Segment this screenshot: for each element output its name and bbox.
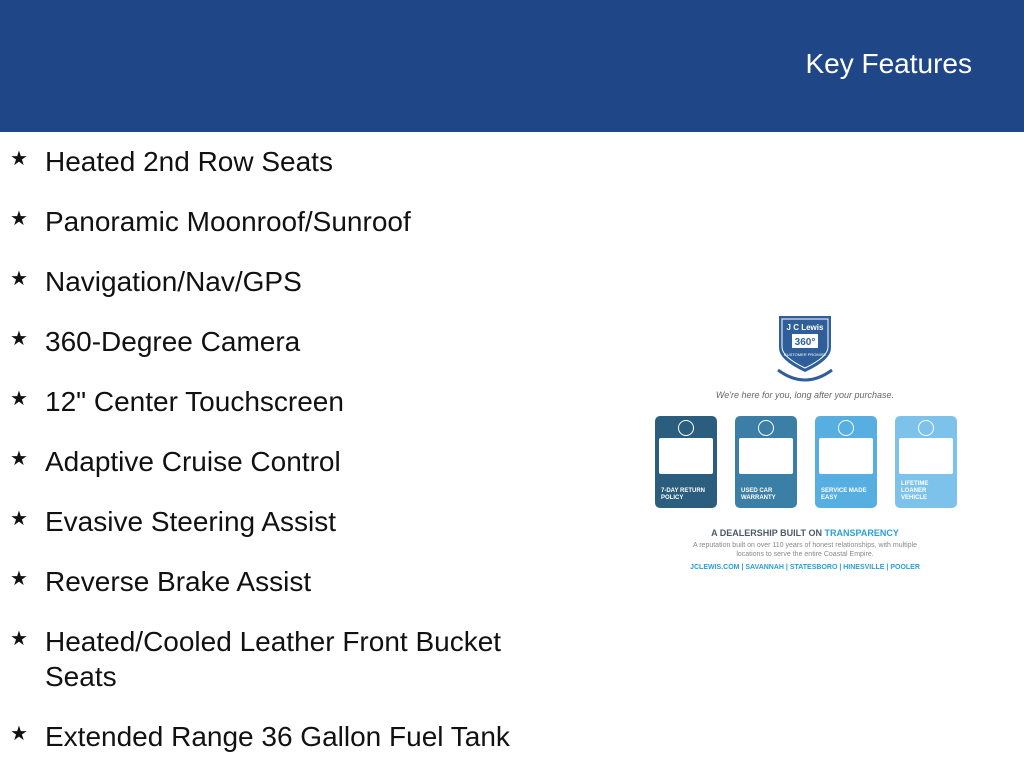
feature-item [10, 384, 570, 419]
card-text-block [659, 438, 713, 474]
built-prefix: A DEALERSHIP BUILT ON [711, 528, 822, 538]
star-bullet-icon: ★ [10, 148, 28, 170]
promo-card [895, 416, 957, 508]
feature-text: 360-Degree Camera [45, 326, 301, 357]
card-badge-icon [678, 420, 694, 436]
feature-text: Heated 2nd Row Seats [45, 146, 333, 177]
card-caption: LIFETIME LOANER VEHICLE [901, 481, 929, 501]
feature-list [10, 144, 570, 779]
star-bullet-icon: ★ [10, 508, 28, 530]
feature-item [10, 324, 570, 359]
card-caption: SERVICE MADE EASY [821, 488, 867, 501]
feature-text: Navigation/Nav/GPS [45, 266, 302, 297]
star-bullet-icon: ★ [10, 208, 28, 230]
feature-item [10, 444, 570, 479]
feature-item [10, 264, 570, 299]
star-bullet-icon: ★ [10, 568, 28, 590]
card-badge-icon [838, 420, 854, 436]
promo-locations: JCLEWIS.COM | SAVANNAH | STATESBORO | HINESVILLE | POOLER [690, 564, 920, 571]
card-text-block [899, 438, 953, 474]
dealer-logo [645, 310, 965, 390]
star-bullet-icon: ★ [10, 328, 28, 350]
feature-text: Adaptive Cruise Control [45, 446, 341, 477]
feature-text: Heated/Cooled Leather Front Bucket Seats [45, 626, 502, 692]
page-title: Key Features [805, 48, 972, 79]
feature-text: Panoramic Moonroof/Sunroof [45, 206, 411, 237]
logo-subtext: CUSTOMER PROMISE [783, 352, 827, 357]
feature-item [10, 564, 570, 599]
feature-item [10, 719, 570, 754]
logo-text: J C Lewis [786, 323, 824, 332]
star-bullet-icon: ★ [10, 628, 28, 650]
feature-text: Extended Range 36 Gallon Fuel Tank [45, 721, 510, 752]
feature-item [10, 144, 570, 179]
promo-graphic [645, 310, 965, 580]
star-bullet-icon: ★ [10, 723, 28, 745]
promo-tagline: We're here for you, long after your purchase. [715, 390, 895, 400]
feature-item [10, 204, 570, 239]
feature-text: Reverse Brake Assist [45, 566, 312, 597]
star-bullet-icon: ★ [10, 388, 28, 410]
promo-built [645, 528, 965, 538]
card-caption: 7-DAY RETURN POLICY [661, 488, 706, 501]
feature-item [10, 624, 570, 694]
card-badge-icon [758, 420, 774, 436]
card-text-block [739, 438, 793, 474]
logo-number: 360° [794, 337, 816, 348]
feature-text: 12" Center Touchscreen [45, 386, 344, 417]
card-text-block [819, 438, 873, 474]
card-badge-icon [918, 420, 934, 436]
promo-card [815, 416, 877, 508]
header-bar [0, 0, 1024, 132]
feature-text: Evasive Steering Assist [45, 506, 337, 537]
built-accent: TRANSPARENCY [824, 528, 899, 538]
star-bullet-icon: ★ [10, 268, 28, 290]
promo-card [655, 416, 717, 508]
card-caption: USED CAR WARRANTY [741, 488, 776, 501]
promo-built-sub: A reputation built on over 110 years of honest relationships, with multiple locations to serve the entire Coastal Empire. [693, 542, 917, 558]
promo-card [735, 416, 797, 508]
star-bullet-icon: ★ [10, 448, 28, 470]
feature-item [10, 504, 570, 539]
